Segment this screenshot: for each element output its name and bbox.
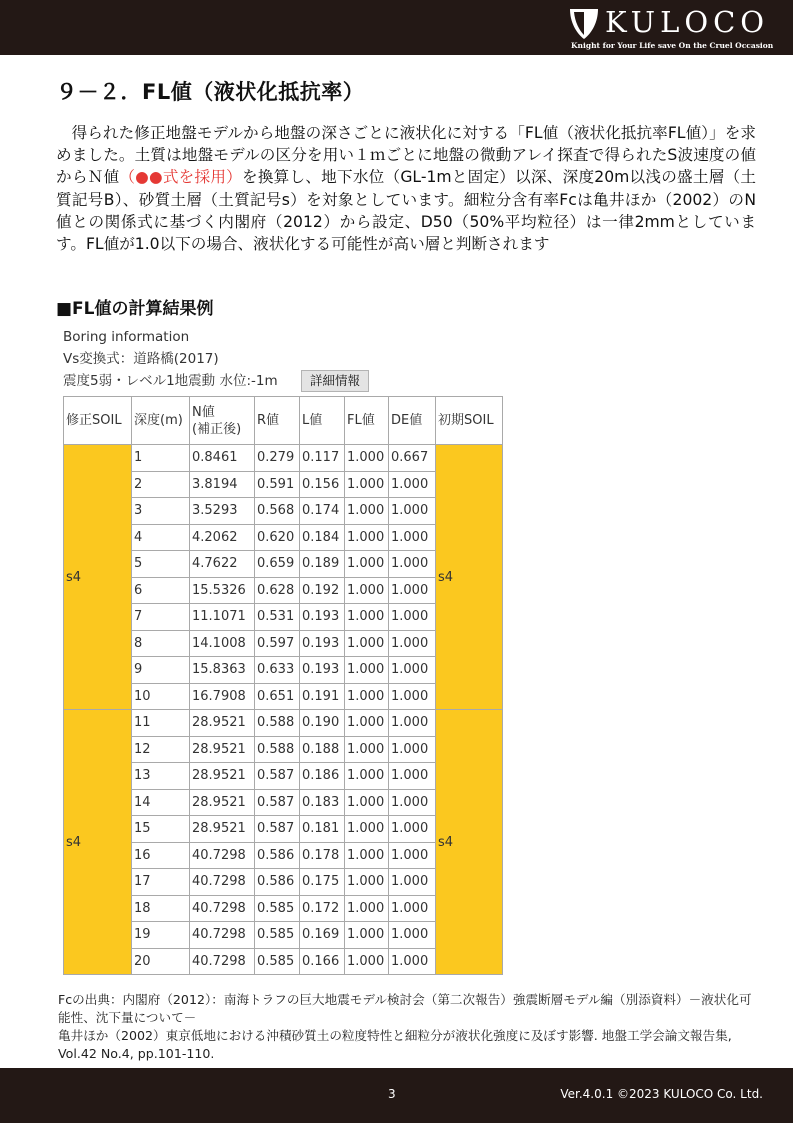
column-header: N値 (補正後) [190, 397, 255, 445]
table-cell: 0.651 [255, 683, 300, 710]
table-cell: 3.8194 [190, 471, 255, 498]
table-cell: 0.193 [300, 630, 345, 657]
table-cell: 0.628 [255, 577, 300, 604]
table-cell: 0.279 [255, 445, 300, 472]
table-cell: 15.8363 [190, 657, 255, 684]
table-cell: 1.000 [345, 683, 389, 710]
table-cell: 1.000 [345, 710, 389, 737]
table-cell: 1.000 [345, 869, 389, 896]
copyright-text: Ver.4.0.1 ©2023 KULOCO Co. Ltd. [560, 1087, 763, 1101]
table-cell: 0.172 [300, 895, 345, 922]
table-row [64, 710, 503, 737]
description-part1: 得られた修正地盤モデルから地盤の深さごとに液状化に対する「FL値（液状化抵抗率FL値）」を求めました。土質は地盤モデルの区分を用い１ｍごとに地盤の微動アレイ探査で得られたS波速度の値からＮ値 [56, 124, 756, 187]
table-cell: 0.587 [255, 816, 300, 843]
table-cell: 0.192 [300, 577, 345, 604]
table-cell: 1.000 [389, 471, 436, 498]
brand-name: KULOCO [605, 5, 770, 39]
table-cell: 0.667 [389, 445, 436, 472]
table-cell: 0.188 [300, 736, 345, 763]
table-cell: 0.585 [255, 948, 300, 975]
table-cell: 16.7908 [190, 683, 255, 710]
description-part2: を換算し、地下水位（GL-1mと固定）以深、深度20m以浅の盛土層（土質記号B）、砂質土層（土質記号s）を対象としています。細粒分含有率Fcは亀井ほか（2002）のN値との関係式に基づく内閣府（2012）から設定、D50（50%平均粒径）は一律2mmとしています。FL値が1.0以下の場合、液状化する可能性が高い層と判断されます [56, 168, 756, 254]
table-cell: 1.000 [389, 816, 436, 843]
table-cell: 1.000 [345, 577, 389, 604]
table-cell: 40.7298 [190, 842, 255, 869]
table-cell: 28.9521 [190, 816, 255, 843]
table-cell: 0.193 [300, 657, 345, 684]
table-header-row [64, 397, 503, 445]
table-cell: 0.156 [300, 471, 345, 498]
seismic-condition: 震度5弱・レベル1地震動 水位:-1m [63, 373, 278, 389]
column-header: FL値 [345, 397, 389, 445]
table-cell: 0.175 [300, 869, 345, 896]
table-cell: 0.585 [255, 922, 300, 949]
table-cell: 0.186 [300, 763, 345, 790]
table-row [64, 445, 503, 472]
column-header: R値 [255, 397, 300, 445]
table-cell: 0.588 [255, 710, 300, 737]
table-cell: 0.181 [300, 816, 345, 843]
table-cell: 1.000 [345, 471, 389, 498]
table-cell: 1.000 [345, 895, 389, 922]
table-cell: 28.9521 [190, 789, 255, 816]
table-cell: 1.000 [345, 524, 389, 551]
table-cell: 0.117 [300, 445, 345, 472]
table-cell: 0.193 [300, 604, 345, 631]
table-cell: 40.7298 [190, 948, 255, 975]
table-cell: 1.000 [389, 842, 436, 869]
table-cell: 4.7622 [190, 551, 255, 578]
column-header: DE値 [389, 397, 436, 445]
table-cell: 1.000 [389, 736, 436, 763]
table-cell: 6 [132, 577, 190, 604]
table-cell: 3.5293 [190, 498, 255, 525]
table-cell: 0.190 [300, 710, 345, 737]
table-cell: 2 [132, 471, 190, 498]
table-cell: 1.000 [389, 895, 436, 922]
table-cell: 1.000 [345, 551, 389, 578]
table-cell: 1.000 [345, 948, 389, 975]
table-cell: 7 [132, 604, 190, 631]
table-cell: 1.000 [345, 657, 389, 684]
formula-highlight: （●●式を採用） [119, 168, 243, 187]
boring-info-title: Boring information [63, 329, 190, 345]
column-header: L値 [300, 397, 345, 445]
table-cell: 1.000 [345, 630, 389, 657]
table-cell: 0.166 [300, 948, 345, 975]
vs-conversion-formula: Vs変換式：道路橋(2017) [63, 351, 219, 367]
table-cell: 0.183 [300, 789, 345, 816]
table-cell: 0.588 [255, 736, 300, 763]
table-cell: 0.184 [300, 524, 345, 551]
table-cell: 0.174 [300, 498, 345, 525]
table-cell: 40.7298 [190, 922, 255, 949]
table-cell: 12 [132, 736, 190, 763]
source-notes [58, 991, 758, 1063]
table-cell: 1.000 [345, 736, 389, 763]
table-cell: 0.586 [255, 869, 300, 896]
source-kamei: 亀井ほか（2002）東京低地における沖積砂質土の粒度特性と細粒分が液状化強度に及ぼす影響. 地盤工学会論文報告集, Vol.42 No.4, pp.101-110. [58, 1028, 732, 1061]
table-cell: 1.000 [345, 763, 389, 790]
fl-results-table [63, 396, 503, 975]
table-cell: 14.1008 [190, 630, 255, 657]
table-cell: 15 [132, 816, 190, 843]
table-cell: 1.000 [345, 842, 389, 869]
table-cell: 0.620 [255, 524, 300, 551]
table-cell: 1.000 [389, 551, 436, 578]
table-cell: 1.000 [389, 710, 436, 737]
modified-soil-cell: s4 [64, 710, 132, 975]
table-cell: 5 [132, 551, 190, 578]
table-cell: 1.000 [389, 577, 436, 604]
table-cell: 0.178 [300, 842, 345, 869]
table-cell: 1 [132, 445, 190, 472]
table-cell: 1.000 [389, 657, 436, 684]
table-cell: 1.000 [389, 948, 436, 975]
table-cell: 1.000 [389, 922, 436, 949]
table-cell: 1.000 [389, 683, 436, 710]
shield-logo-icon [569, 8, 599, 40]
table-cell: 15.5326 [190, 577, 255, 604]
table-cell: 0.191 [300, 683, 345, 710]
table-cell: 28.9521 [190, 710, 255, 737]
table-cell: 28.9521 [190, 736, 255, 763]
table-cell: 3 [132, 498, 190, 525]
table-cell: 0.591 [255, 471, 300, 498]
table-cell: 1.000 [389, 869, 436, 896]
table-cell: 1.000 [389, 789, 436, 816]
description-paragraph [56, 122, 756, 255]
table-cell: 8 [132, 630, 190, 657]
table-cell: 0.568 [255, 498, 300, 525]
table-cell: 4.2062 [190, 524, 255, 551]
table-cell: 20 [132, 948, 190, 975]
table-cell: 1.000 [389, 524, 436, 551]
table-cell: 28.9521 [190, 763, 255, 790]
table-cell: 0.633 [255, 657, 300, 684]
table-cell: 14 [132, 789, 190, 816]
table-cell: 1.000 [345, 604, 389, 631]
table-cell: 0.659 [255, 551, 300, 578]
table-cell: 0.585 [255, 895, 300, 922]
column-header: 初期SOIL [436, 397, 503, 445]
column-header: 深度(m) [132, 397, 190, 445]
table-cell: 1.000 [345, 789, 389, 816]
table-cell: 0.597 [255, 630, 300, 657]
page-number: 3 [388, 1087, 396, 1101]
table-cell: 9 [132, 657, 190, 684]
table-cell: 0.586 [255, 842, 300, 869]
table-cell: 1.000 [389, 604, 436, 631]
table-cell: 17 [132, 869, 190, 896]
header-band [0, 0, 793, 55]
table-cell: 4 [132, 524, 190, 551]
brand-tagline: Knight for Your Life save On the Cruel Occasion [571, 41, 774, 50]
table-cell: 0.189 [300, 551, 345, 578]
column-header: 修正SOIL [64, 397, 132, 445]
table-cell: 1.000 [345, 445, 389, 472]
table-cell: 0.169 [300, 922, 345, 949]
table-cell: 19 [132, 922, 190, 949]
boring-info [63, 326, 278, 392]
initial-soil-cell: s4 [436, 710, 503, 975]
detail-info-button[interactable]: 詳細情報 [301, 370, 369, 392]
table-cell: 1.000 [345, 922, 389, 949]
brand-logo [569, 4, 774, 52]
table-cell: 40.7298 [190, 869, 255, 896]
results-heading: ■FL値の計算結果例 [56, 299, 214, 319]
table-cell: 13 [132, 763, 190, 790]
table-cell: 18 [132, 895, 190, 922]
table-cell: 1.000 [389, 498, 436, 525]
table-cell: 1.000 [345, 498, 389, 525]
modified-soil-cell: s4 [64, 445, 132, 710]
table-cell: 0.587 [255, 763, 300, 790]
table-cell: 0.587 [255, 789, 300, 816]
initial-soil-cell: s4 [436, 445, 503, 710]
table-cell: 40.7298 [190, 895, 255, 922]
table-cell: 16 [132, 842, 190, 869]
table-cell: 10 [132, 683, 190, 710]
table-cell: 0.8461 [190, 445, 255, 472]
table-cell: 11.1071 [190, 604, 255, 631]
table-cell: 11 [132, 710, 190, 737]
table-cell: 1.000 [389, 763, 436, 790]
source-fc: Fcの出典：内閣府（2012）：南海トラフの巨大地震モデル検討会（第二次報告）強震断層モデル編（別添資料）－液状化可能性、沈下量について－ [58, 992, 752, 1025]
section-title: ９－２．FL値（液状化抵抗率） [56, 80, 365, 104]
table-cell: 0.531 [255, 604, 300, 631]
table-cell: 1.000 [345, 816, 389, 843]
table-cell: 1.000 [389, 630, 436, 657]
